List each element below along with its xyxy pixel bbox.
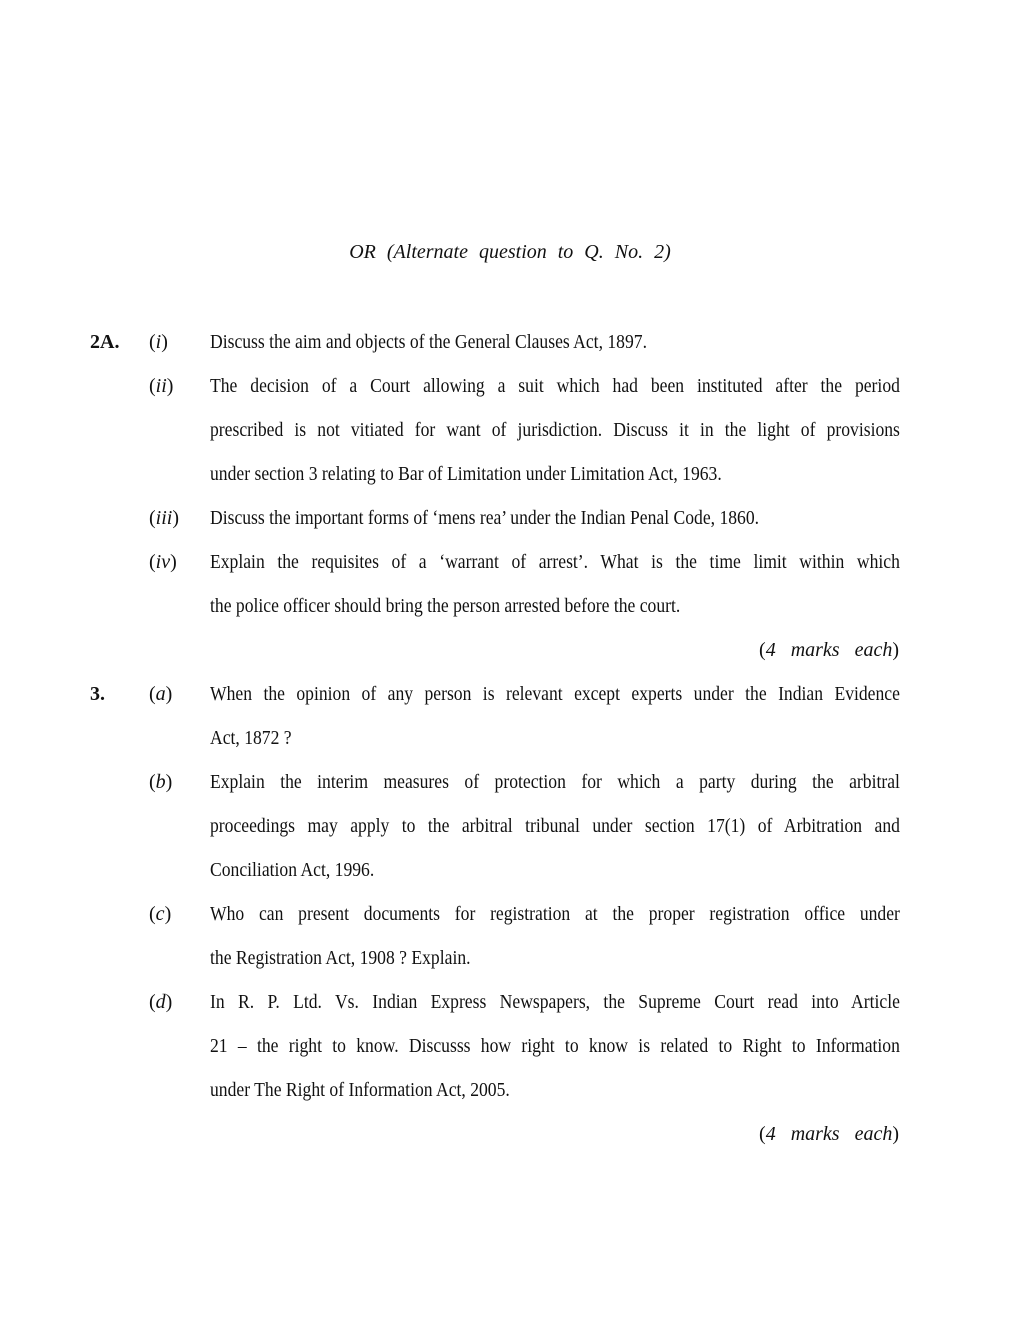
part-label-text: ii [155,375,167,397]
part-label: (d) [149,991,173,1013]
question-number: 3. [90,683,105,705]
question-number: 2A. [90,331,120,353]
question-text-line: 21 – the right to know. Discusss how right to know is related to Right to Information [210,1035,900,1057]
part-label: (iv) [149,551,177,573]
marks-text: marks each [790,1123,893,1145]
part-label-text: iv [155,551,171,573]
question-text-line: When the opinion of any person is relevant except experts under the Indian Evidence [210,683,900,705]
part-label: (c) [149,903,172,925]
question-text-line: prescribed is not vitiated for want of jurisdiction. Discuss it in the light of provisions [210,419,900,441]
part-label: (i) [149,331,168,353]
marks-value: 4 [765,1123,776,1145]
question-text-line: proceedings may apply to the arbitral tribunal under section 17(1) of Arbitration and [210,815,900,837]
part-label-text: c [155,903,165,925]
part-label: (iii) [149,507,180,529]
question-text-line: Who can present documents for registration at the proper registration office under [210,903,900,925]
part-label-text: i [155,331,162,353]
part-label-text: iii [155,507,173,529]
marks-note: (4 marks each) [759,1123,899,1145]
part-label: (b) [149,771,173,793]
question-text-line: In R. P. Ltd. Vs. Indian Express Newspapers, the Supreme Court read into Article [210,991,900,1013]
question-text-line: under The Right of Information Act, 2005. [210,1079,510,1101]
question-text-line: Discuss the aim and objects of the General Clauses Act, 1897. [210,331,647,353]
question-text-line: The decision of a Court allowing a suit which had been instituted after the period [210,375,900,397]
question-text-line: Explain the interim measures of protection for which a party during the arbitral [210,771,900,793]
section-title: OR (Alternate question to Q. No. 2) [349,241,671,263]
part-label: (ii) [149,375,174,397]
question-text-line: Conciliation Act, 1996. [210,859,375,881]
question-text-line: Discuss the important forms of ‘mens rea’ under the Indian Penal Code, 1860. [210,507,760,529]
question-text-line: the Registration Act, 1908 ? Explain. [210,947,471,969]
part-label-text: b [155,771,166,793]
part-label-text: d [155,991,166,1013]
part-label: (a) [149,683,173,705]
question-text-line: under section 3 relating to Bar of Limitation under Limitation Act, 1963. [210,463,722,485]
marks-text: marks each [790,639,893,661]
question-text-line: the police officer should bring the person arrested before the court. [210,595,681,617]
part-label-text: a [155,683,166,705]
marks-value: 4 [765,639,776,661]
question-text-line: Act, 1872 ? [210,727,292,749]
question-text-line: Explain the requisites of a ‘warrant of arrest’. What is the time limit within which [210,551,900,573]
marks-note: (4 marks each) [759,639,899,661]
